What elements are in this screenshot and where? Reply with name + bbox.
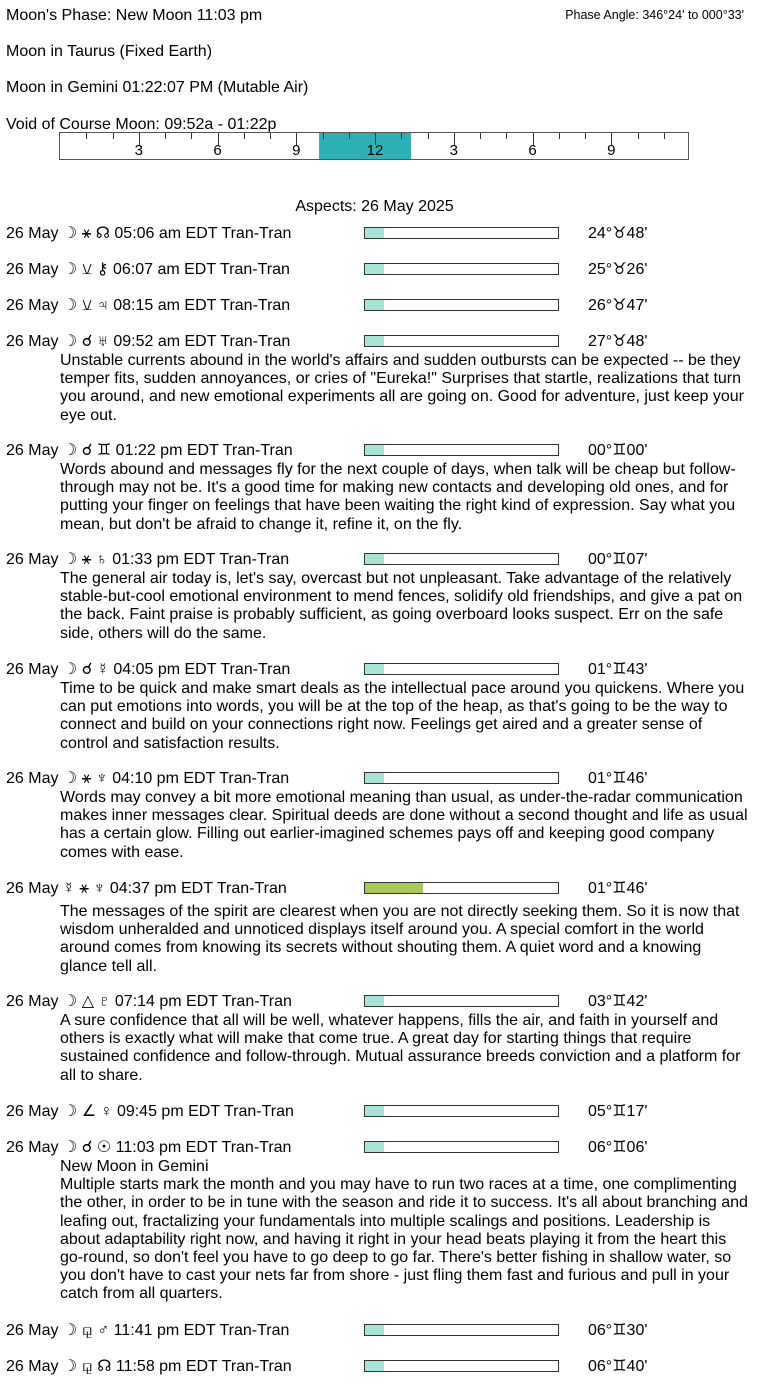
aspect-time: 26 May ☽ ⚺ ♃ 08:15 am EDT Tran-Tran (6, 297, 291, 314)
aspect-strength-fill (365, 996, 384, 1006)
aspect-strength-bar (364, 553, 559, 565)
aspect-time: 26 May ☽ ☌ ☿ 04:05 pm EDT Tran-Tran (6, 661, 291, 678)
aspect-row (6, 551, 766, 569)
aspect-row (6, 225, 766, 243)
aspect-degree: 06°♊40' (588, 1358, 648, 1375)
aspect-time: 26 May ☽ ⚹ ♄ 01:33 pm EDT Tran-Tran (6, 551, 290, 568)
timeline-hour-label: 6 (528, 142, 537, 159)
aspect-strength-bar (364, 444, 559, 456)
aspect-description (60, 352, 750, 425)
timeline-tick (559, 133, 560, 139)
aspect-degree: 01°♊46' (588, 880, 648, 897)
void-of-course-band (319, 133, 411, 159)
aspect-degree: 06°♊06' (588, 1139, 648, 1156)
aspect-row (6, 1358, 766, 1376)
timeline-tick (585, 133, 586, 139)
aspect-time: 26 May ☽ ⚹ ☊ 05:06 am EDT Tran-Tran (6, 225, 292, 242)
aspect-row (6, 661, 766, 679)
timeline-tick (428, 133, 429, 139)
aspect-description (60, 1158, 750, 1304)
aspect-time: 26 May ☿ ⚹ ♆ 04:37 pm EDT Tran-Tran (6, 880, 287, 897)
aspect-description-text: The messages of the spirit are clearest when you are not directly seeking them. So it is now that wisdom unheralded and unnoticed displays itself around you. A special comfort in the world around comes from knowing its secrets without shouting them. A quiet word and a knowing glance tell all. (60, 903, 740, 975)
aspect-description-text: A sure confidence that all will be well, whatever happens, fills the air, and faith in yourself and others is exactly what will make that come true. A great day for starting things that require sustained confidence and follow-through. Mutual assurance breeds conviction and a platform for all to share. (60, 1012, 741, 1084)
aspect-degree: 25°♉26' (588, 261, 648, 278)
timeline-hour-label: 3 (449, 142, 458, 159)
aspect-degree: 27°♉48' (588, 333, 648, 350)
aspect-strength-bar (364, 299, 559, 311)
aspect-description-text: The general air today is, let's say, overcast but not unpleasant. Take advantage of the relatively stable-but-cool emotional environment to mend fences, solidify old friendships, and give a pat on the back. Faint praise is probably sufficient, as going overboard looks suspect. Err on the safe side, others will do the same. (60, 570, 743, 642)
aspect-strength-fill (365, 664, 384, 674)
timeline-hour-label: 6 (213, 142, 222, 159)
aspect-row (6, 333, 766, 351)
void-of-course: Void of Course Moon: 09:52a - 01:22p (6, 116, 277, 133)
timeline-tick (480, 133, 481, 139)
aspect-strength-bar (364, 1141, 559, 1153)
aspect-strength-fill (365, 1106, 384, 1116)
aspect-degree: 00°♊07' (588, 551, 648, 568)
timeline-tick (401, 133, 402, 139)
timeline-hour-label: 9 (607, 142, 616, 159)
aspect-strength-bar (364, 663, 559, 675)
aspect-row (6, 1139, 766, 1157)
aspect-strength-fill (365, 264, 384, 274)
aspect-strength-bar (364, 1105, 559, 1117)
timeline-hour-label: 12 (366, 142, 384, 159)
aspect-description-text: Multiple starts mark the month and you may have to run two races at a time, one complimenting the other, in order to be in tune with the season and ride it to success. It's all about branching and leafing out, fractalizing your fundamentals into multiple scalings and positions. Leadership is about adaptability right now, and having it right in your head beats playing it from the heart this go-round, so don't feel you have to go deep to go far. There's better fishing in shallow water, so you don't have to cast your nets far from shore - just fling them fast and furious and pull in your catch from all quarters. (60, 1176, 748, 1303)
aspect-strength-fill (365, 336, 384, 346)
aspect-description (60, 461, 750, 534)
aspect-time: 26 May ☽ ⚼ ☊ 11:58 pm EDT Tran-Tran (6, 1358, 292, 1375)
aspect-description (60, 1012, 750, 1085)
aspect-strength-fill (365, 445, 384, 455)
moon-in-gemini: Moon in Gemini 01:22:07 PM (Mutable Air) (6, 79, 309, 96)
aspect-row (6, 1322, 766, 1340)
aspect-strength-fill (365, 554, 384, 564)
timeline-tick (323, 133, 324, 139)
day-timeline (59, 132, 689, 160)
timeline-tick (638, 133, 639, 139)
aspect-time: 26 May ☽ ☌ ♅ 09:52 am EDT Tran-Tran (6, 333, 291, 350)
aspect-description (60, 903, 750, 976)
aspect-time: 26 May ☽ ⚹ ♆ 04:10 pm EDT Tran-Tran (6, 770, 290, 787)
aspect-strength-fill (365, 883, 423, 893)
aspect-description (60, 680, 750, 753)
aspect-strength-bar (364, 335, 559, 347)
aspects-title: Aspects: 26 May 2025 (295, 198, 454, 215)
timeline-tick (664, 133, 665, 139)
aspect-description (60, 789, 750, 862)
aspect-time: 26 May ☽ ☌ ♊ 01:22 pm EDT Tran-Tran (6, 442, 293, 459)
aspect-time: 26 May ☽ ⚺ ⚷ 06:07 am EDT Tran-Tran (6, 261, 290, 278)
aspect-strength-bar (364, 227, 559, 239)
aspect-description-text: Words may convey a bit more emotional meaning than usual, as under-the-radar communication makes inner messages clear. Spiritual deeds are done without a second thought and life as usual has a certain glow. Filling out earlier-imagined schemes pays off and keeping good company comes with ease. (60, 789, 748, 861)
phase-angle: Phase Angle: 346°24' to 000°33' (565, 8, 744, 22)
timeline-hour-label: 3 (134, 142, 143, 159)
timeline-tick (270, 133, 271, 139)
aspect-time: 26 May ☽ △ ♇ 07:14 pm EDT Tran-Tran (6, 993, 292, 1010)
aspect-time: 26 May ☽ ∠ ♀ 09:45 pm EDT Tran-Tran (6, 1103, 294, 1120)
aspect-degree: 00°♊00' (588, 442, 648, 459)
aspect-description-text: Time to be quick and make smart deals as the intellectual pace around you quickens. Where you can put emotions into words, you will be at the top of the heap, as that's going to be the way to connect and build on your connections right now. Feelings get aired and a greater sense of control and satisfaction results. (60, 680, 745, 752)
aspect-strength-fill (365, 1361, 384, 1371)
aspect-degree: 26°♉47' (588, 297, 648, 314)
aspect-degree: 01°♊43' (588, 661, 648, 678)
aspect-row (6, 1103, 766, 1121)
timeline-tick (165, 133, 166, 139)
timeline-tick (86, 133, 87, 139)
timeline-tick (244, 133, 245, 139)
aspect-strength-fill (365, 1142, 384, 1152)
aspect-strength-fill (365, 228, 384, 238)
aspect-degree: 05°♊17' (588, 1103, 648, 1120)
aspect-strength-bar (364, 263, 559, 275)
timeline-hour-label: 9 (292, 142, 301, 159)
aspect-strength-fill (365, 300, 384, 310)
aspect-degree: 06°♊30' (588, 1322, 648, 1339)
aspect-time: 26 May ☽ ☌ ☉ 11:03 pm EDT Tran-Tran (6, 1139, 292, 1156)
aspect-row (6, 993, 766, 1011)
aspect-row (6, 770, 766, 788)
aspect-row (6, 442, 766, 460)
aspect-strength-bar (364, 1324, 559, 1336)
aspect-strength-bar (364, 882, 559, 894)
timeline-tick (113, 133, 114, 139)
timeline-tick (349, 133, 350, 139)
aspect-degree: 03°♊42' (588, 993, 648, 1010)
aspect-time: 26 May ☽ ⚼ ♂ 11:41 pm EDT Tran-Tran (6, 1322, 290, 1339)
aspect-strength-bar (364, 995, 559, 1007)
moon-in-taurus: Moon in Taurus (Fixed Earth) (6, 43, 213, 60)
aspect-row (6, 297, 766, 315)
aspect-degree: 24°♉48' (588, 225, 648, 242)
aspect-strength-fill (365, 1325, 384, 1335)
aspect-description-text: Unstable currents abound in the world's affairs and sudden outbursts can be expected -- be they temper fits, sudden annoyances, or cries of "Eureka!" Surprises that startle, realizations that turn you around, and new emotional experiments all are going on. Good for adventure, just keep your eye out. (60, 352, 744, 424)
aspect-description (60, 570, 750, 643)
aspect-subtitle: New Moon in Gemini (60, 1158, 209, 1175)
aspect-row (6, 880, 766, 898)
timeline-tick (191, 133, 192, 139)
aspect-strength-fill (365, 773, 384, 783)
timeline-tick (506, 133, 507, 139)
aspect-strength-bar (364, 1360, 559, 1372)
aspect-degree: 01°♊46' (588, 770, 648, 787)
aspect-strength-bar (364, 772, 559, 784)
aspect-row (6, 261, 766, 279)
aspect-description-text: Words abound and messages fly for the next couple of days, when talk will be cheap but follow-through may not be. It's a good time for making new contacts and developing old ones, and for putting your finger on feelings that have been waiting the right kind of expression. Say what you mean, but don't be afraid to change it, refine it, on the fly. (60, 461, 736, 533)
moon-phase: Moon's Phase: New Moon 11:03 pm (6, 7, 263, 24)
